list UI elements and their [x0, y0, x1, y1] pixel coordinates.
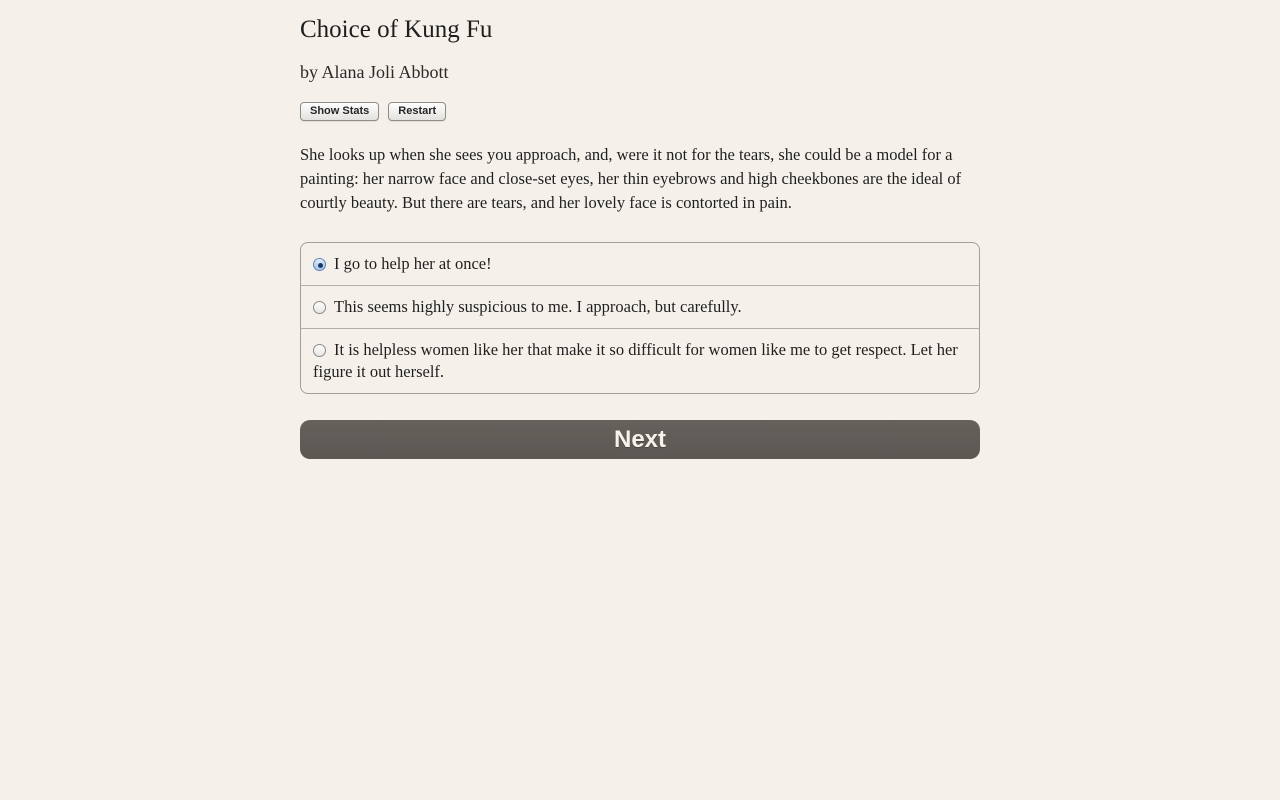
radio-button-icon[interactable] [313, 258, 326, 271]
choice-option[interactable] [301, 243, 979, 286]
radio-button-icon[interactable] [313, 344, 326, 357]
choice-label: This seems highly suspicious to me. I approach, but carefully. [334, 297, 742, 316]
story-paragraph: She looks up when she sees you approach, and, were it not for the tears, she could be a model for a painting: her narrow face and close-set eyes, her thin eyebrows and high cheekbones are the ideal of courtly beauty. But there are tears, and her lovely face is contorted in pain. [300, 145, 962, 212]
author-byline: by Alana Joli Abbott [300, 62, 449, 82]
choice-option[interactable] [301, 286, 979, 329]
choice-label: I go to help her at once! [334, 254, 492, 273]
story-page [300, 0, 980, 459]
page-title: Choice of Kung Fu [300, 16, 493, 43]
next-button[interactable]: Next [300, 420, 980, 459]
choice-option[interactable] [301, 329, 979, 393]
toolbar [300, 102, 980, 121]
choice-label: It is helpless women like her that make it so difficult for women like me to get respect. Let her figure it out herself. [313, 340, 958, 381]
radio-button-icon[interactable] [313, 301, 326, 314]
choices-group [300, 242, 980, 394]
show-stats-button[interactable]: Show Stats [300, 102, 379, 121]
restart-button[interactable]: Restart [388, 102, 446, 121]
